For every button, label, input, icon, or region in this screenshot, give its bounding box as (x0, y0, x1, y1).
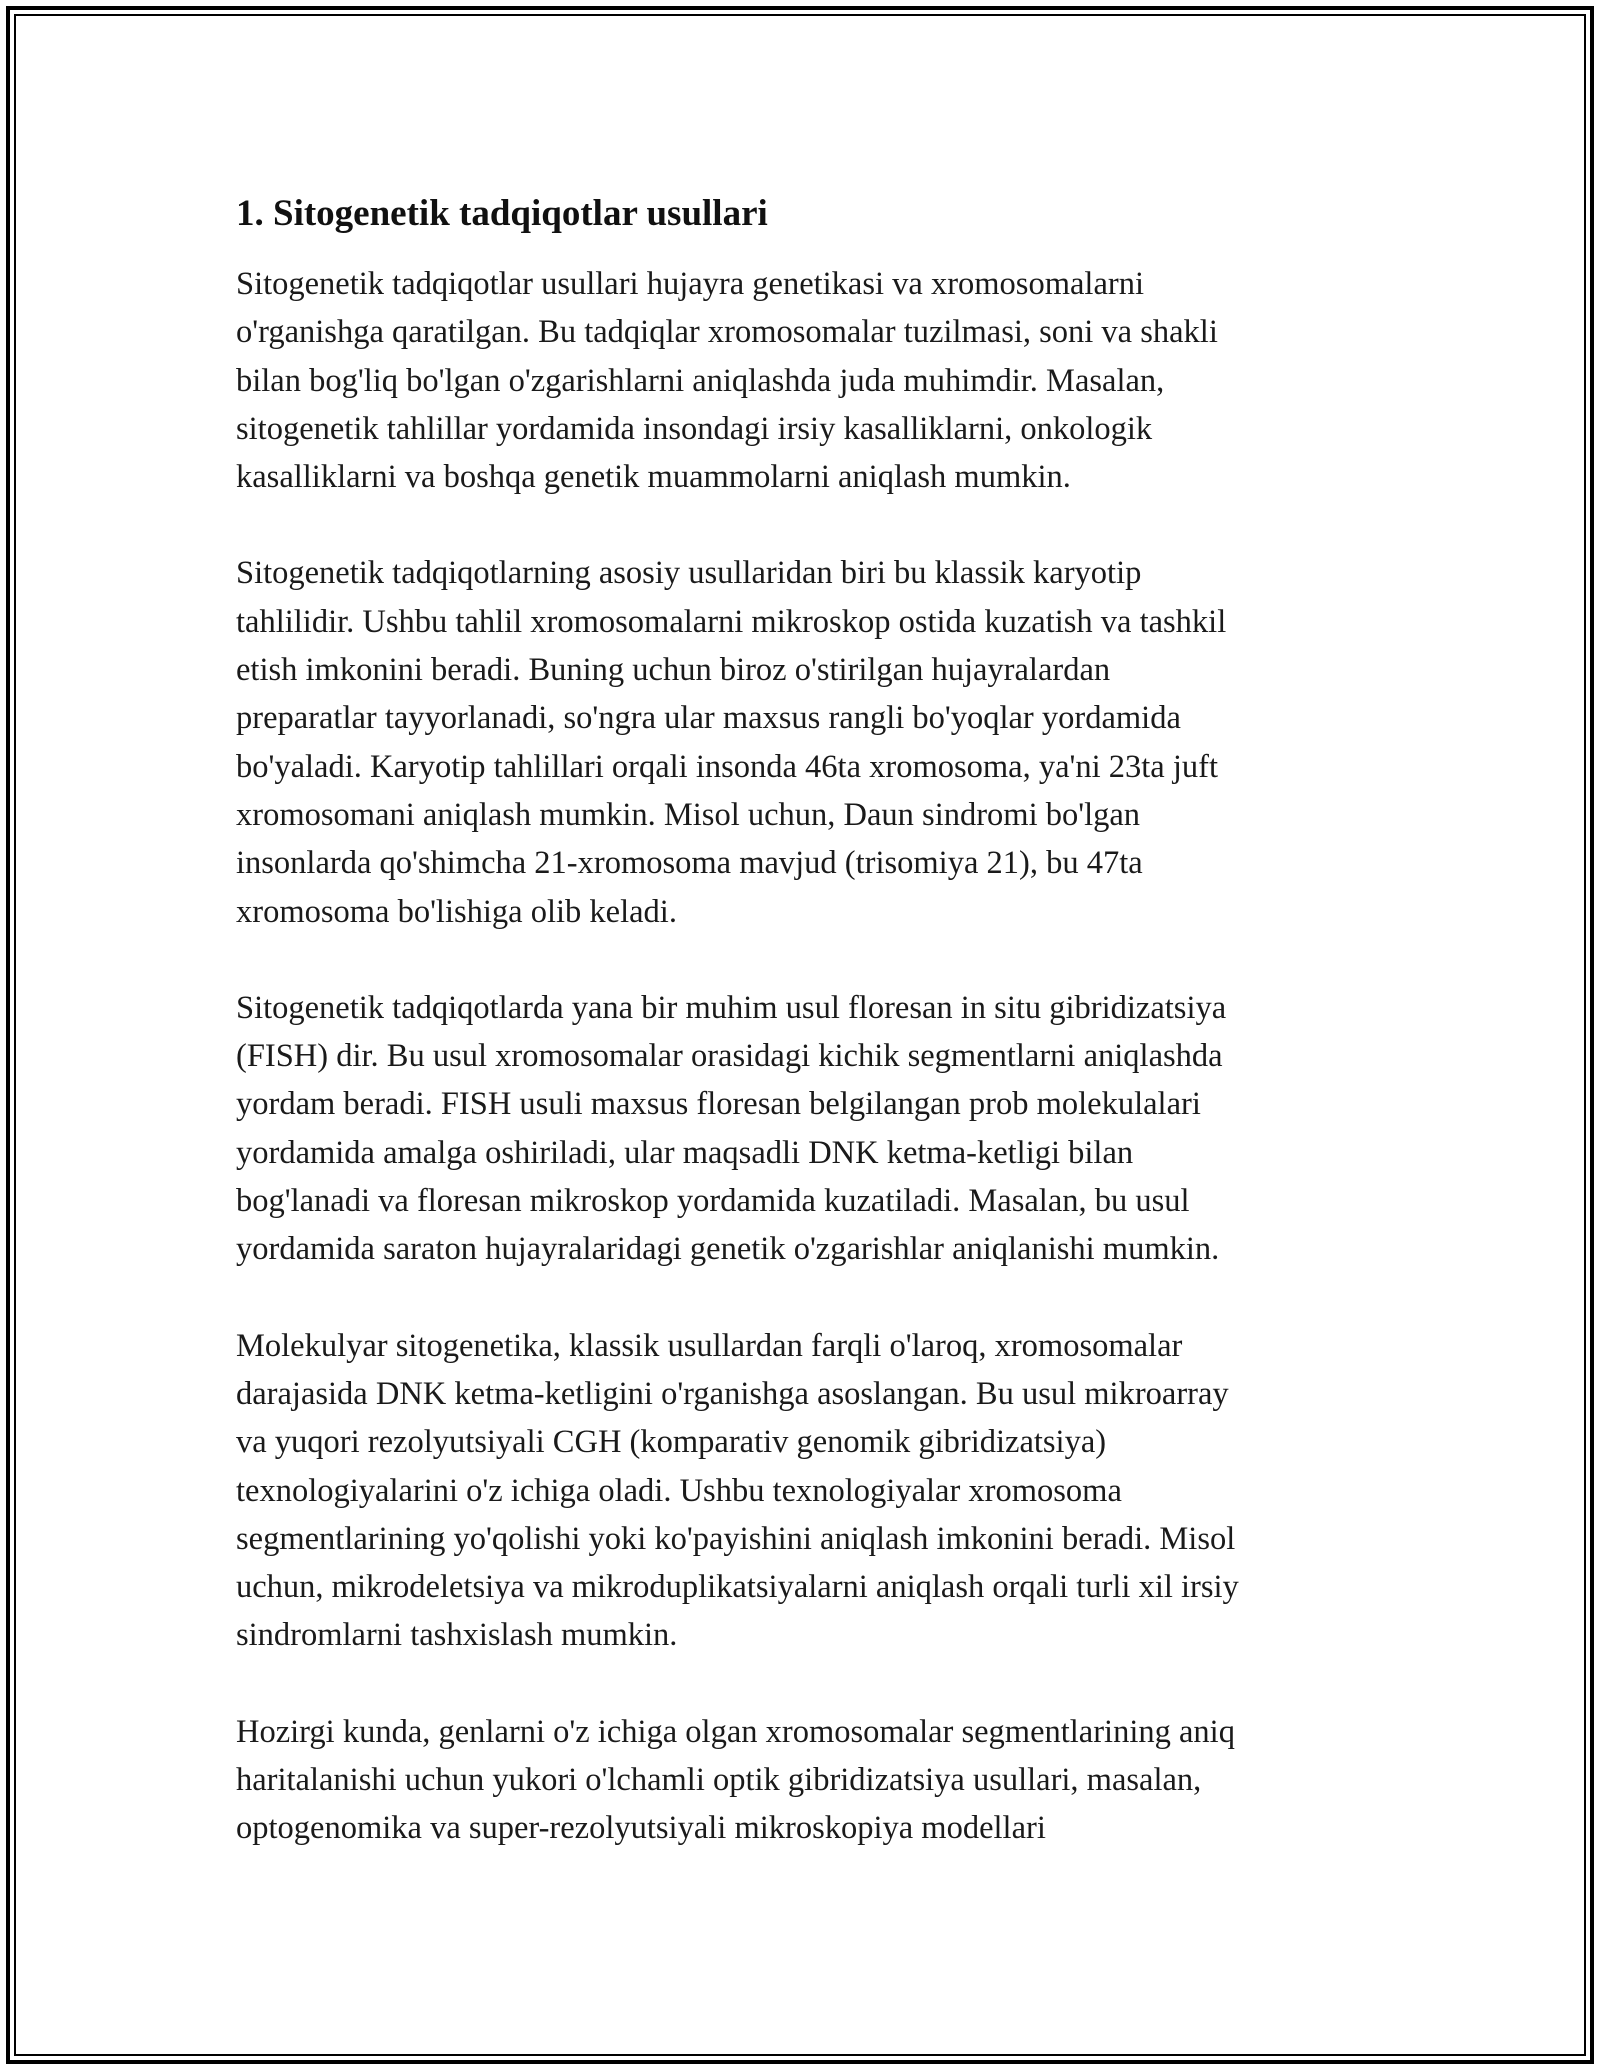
paragraph-modern: Hozirgi kunda, genlarni o'z ichiga olgan xromosomalar segmentlarining aniq haritalanishi uchun yukori o'lchamli optik gibridizatsiya usullari, masalan, optogenomika va super-rezolyutsiyali mikroskopiya modellari (236, 1713, 1235, 1847)
section-heading: 1. Sitogenetik tadqiqotlar usullari (236, 193, 768, 234)
paragraph-molecular: Molekulyar sitogenetika, klassik usullardan farqli o'laroq, xromosomalar darajasida DNK ketma-ketligini o'rganishga asoslangan. Bu usul mikroarray va yuqori rezolyutsiyali CGH (komparativ genomik gibridizatsiya) texnologiyalarini o'z ichiga oladi. Ushbu texnologiyalar xromosoma segmentlarining yo'qolishi yoki ko'payishini aniqlash imkonini beradi. Misol uchun, mikrodeletsiya va mikroduplikatsiyalarni aniqlash orqali turli xil irsiy sindromlarni tashxislash mumkin. (236, 1327, 1239, 1654)
paragraph-intro: Sitogenetik tadqiqotlar usullari hujayra genetikasi va xromosomalarni o'rganishga qaratilgan. Bu tadqiqlar xromosomalar tuzilmasi, soni va shakli bilan bog'liq bo'lgan o'zgarishlarni aniqlashda juda muhimdir. Masalan, sitogenetik tahlillar yordamida insondagi irsiy kasalliklarni, onkologik kasalliklarni va boshqa genetik muammolarni aniqlash mumkin. (236, 266, 1218, 496)
paragraph-fish: Sitogenetik tadqiqotlarda yana bir muhim usul floresan in situ gibridizatsiya (FISH) dir. Bu usul xromosomalar orasidagi kichik segmentlarni aniqlashda yordam beradi. FISH usuli maxsus floresan belgilangan prob molekulalari yordamida amalga oshiriladi, ular maqsadli DNK ketma-ketligi bilan bog'lanadi va floresan mikroskop yordamida kuzatiladi. Masalan, bu usul yordamida saraton hujayralaridagi genetik o'zgarishlar aniqlanishi mumkin. (236, 989, 1227, 1268)
document-body (236, 188, 1386, 1853)
paragraph-karyotype: Sitogenetik tadqiqotlarning asosiy usullaridan biri bu klassik karyotip tahlilidir. Ushbu tahlil xromosomalarni mikroskop ostida kuzatish va tashkil etish imkonini beradi. Buning uchun biroz o'stirilgan hujayralardan preparatlar tayyorlanadi, so'ngra ular maxsus rangli bo'yoqlar yordamida bo'yaladi. Karyotip tahlillari orqali insonda 46ta xromosoma, ya'ni 23ta juft xromosomani aniqlash mumkin. Misol uchun, Daun sindromi bo'lgan insonlarda qo'shimcha 21-xromosoma mavjud (trisomiya 21), bu 47ta xromosoma bo'lishiga olib keladi. (236, 555, 1227, 930)
